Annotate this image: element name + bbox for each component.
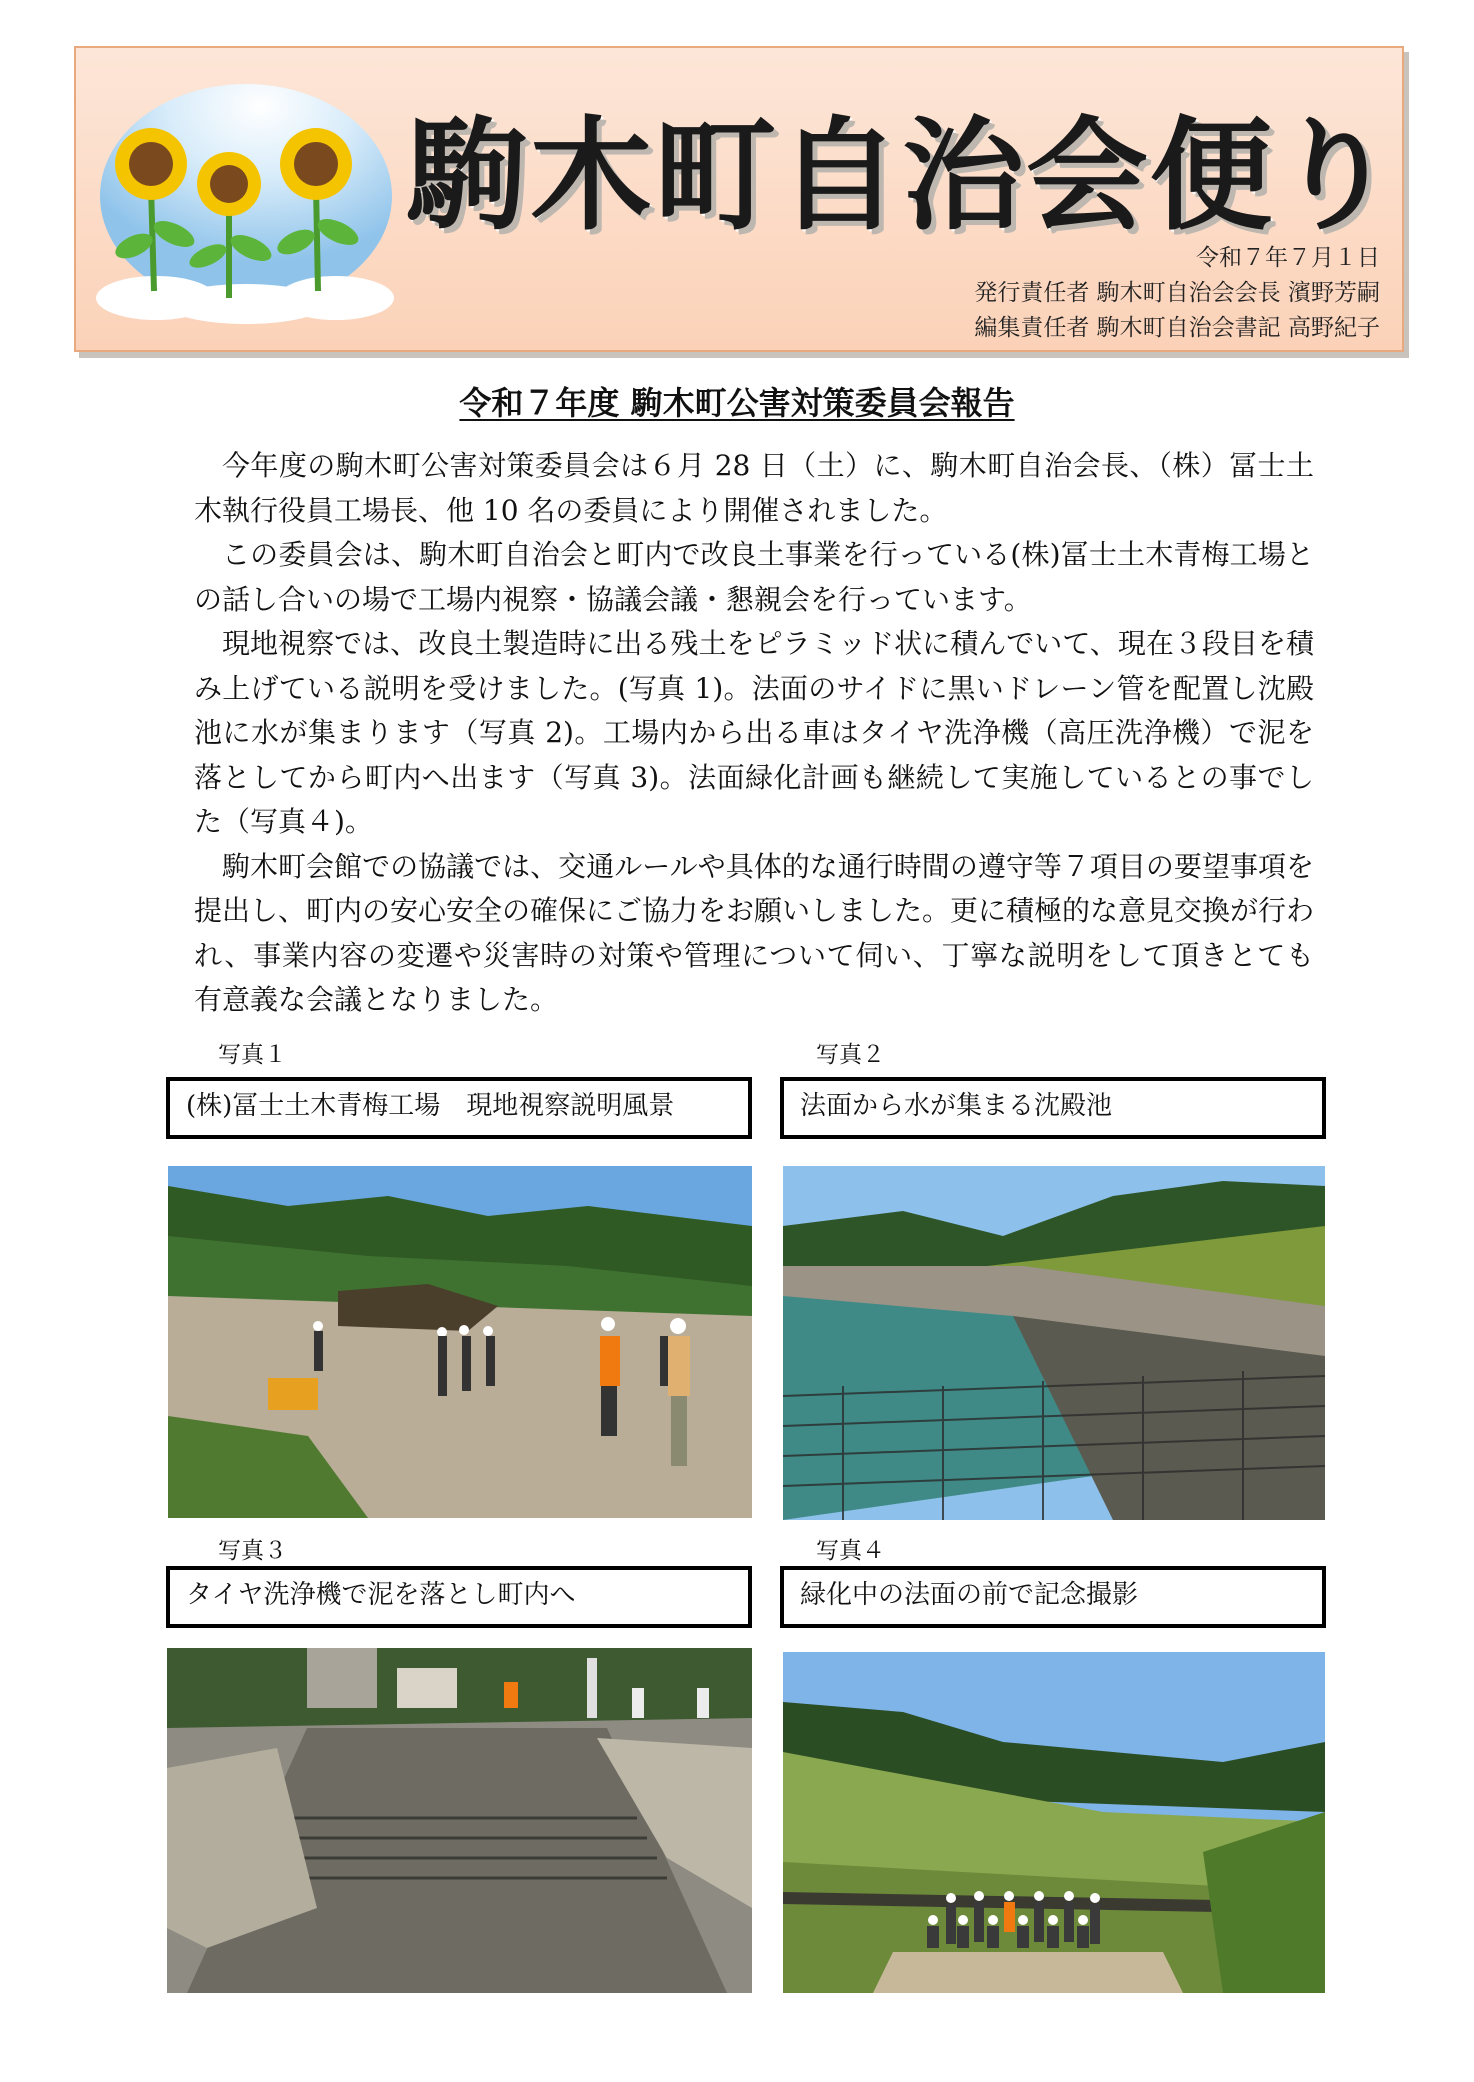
newsletter-title: 駒木町自治会便り [406, 105, 1398, 247]
photo-2-settling-pond [783, 1166, 1325, 1520]
photo-3-label: 写真３ [218, 1538, 287, 1564]
article-title [0, 378, 1474, 424]
article-title-text: 令和７年度 駒木町公害対策委員会報告 [459, 384, 1015, 422]
publisher-line: 発行責任者 駒木町自治会会長 濱野芳嗣 [974, 280, 1380, 306]
photo-4-group-photo [783, 1652, 1325, 1993]
paragraph: 現地視察では、改良土製造時に出る残土をピラミッド状に積んでいて、現在３段目を積み上げている説明を受けました。(写真 1)。法面のサイドに黒いドレーン管を配置し沈殿池に水が集まります（写真 2)。工場内から出る車はタイヤ洗浄機（高圧洗浄機）で泥を落としてから町内へ出ます（写真 3)。法面緑化計画も継続して実施しているとの事でした（写真４)。 [194, 627, 1314, 838]
article-body [194, 444, 1314, 1023]
paragraph: この委員会は、駒木町自治会と町内で改良土事業を行っている(株)冨士土木青梅工場との話し合いの場で工場内視察・協議会議・懇親会を行っています。 [194, 538, 1314, 616]
photo-4-label: 写真４ [816, 1538, 885, 1564]
issue-date: 令和７年７月１日 [1196, 245, 1380, 271]
photo-2-caption: 法面から水が集まる沈殿池 [780, 1077, 1326, 1139]
header-banner [74, 46, 1404, 352]
photo-4-caption: 緑化中の法面の前で記念撮影 [780, 1566, 1326, 1628]
photo-3-caption: タイヤ洗浄機で泥を落とし町内へ [166, 1566, 752, 1628]
paragraph: 今年度の駒木町公害対策委員会は６月 28 日（土）に、駒木町自治会長、（株）冨士土木執行役員工場長、他 10 名の委員により開催されました。 [194, 449, 1314, 527]
editor-line: 編集責任者 駒木町自治会書記 高野紀子 [974, 315, 1380, 341]
photo-1-label: 写真１ [218, 1042, 287, 1068]
sunflower-illustration [96, 76, 396, 324]
photo-1-caption: (株)冨士土木青梅工場 現地視察説明風景 [166, 1077, 752, 1139]
paragraph: 駒木町会館での協議では、交通ルールや具体的な通行時間の遵守等７項目の要望事項を提出し、町内の安心安全の確保にご協力をお願いしました。更に積極的な意見交換が行われ、事業内容の変遷や災害時の対策や管理について伺い、丁寧な説明をして頂きとても有意義な会議となりました。 [194, 849, 1315, 1016]
photo-3-tire-washer [167, 1648, 752, 1993]
photo-2-label: 写真２ [816, 1042, 885, 1068]
photo-1-site-inspection [168, 1166, 752, 1518]
